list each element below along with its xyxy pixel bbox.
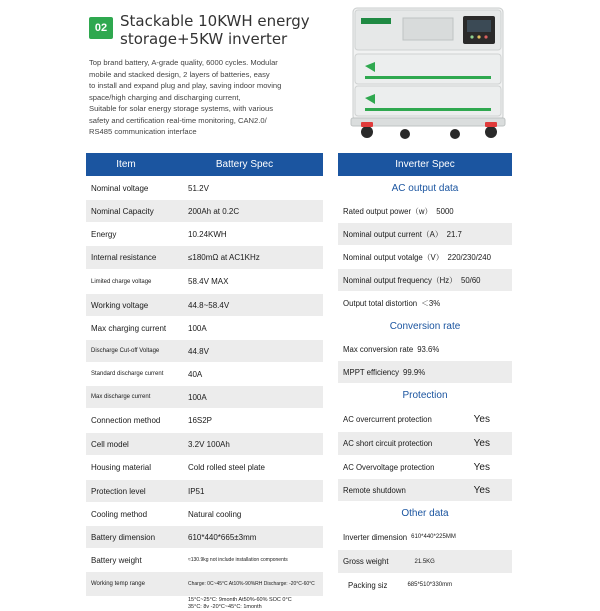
spec-value: Natural cooling: [188, 509, 242, 519]
storage-footnote: [86, 597, 323, 611]
spec-value: Yes: [473, 413, 490, 425]
spec-value: 610*440*225MM: [411, 534, 456, 540]
spec-value: 200Ah at 0.2C: [188, 206, 240, 216]
column-header-item: Item: [116, 159, 136, 170]
battery-spec-row: [86, 408, 323, 432]
inverter-spec-row: [338, 291, 512, 314]
spec-value: Yes: [473, 461, 490, 473]
spec-value: 44.8~58.4V: [188, 300, 230, 310]
spec-key: Protection level: [91, 486, 146, 496]
spec-value: 5000: [436, 206, 454, 216]
spec-key: Cell model: [91, 439, 129, 449]
inverter-section-heading: Other data: [338, 501, 512, 524]
spec-key: Discharge Cut-off Voltage: [91, 348, 160, 354]
spec-key: Nominal Capacity: [91, 206, 154, 216]
spec-value: 51.2V: [188, 183, 209, 193]
spec-value: ≤180mΩ at AC1KHz: [188, 253, 260, 262]
inverter-spec-table: [338, 153, 512, 596]
spec-key: AC short circuit protection: [343, 439, 433, 448]
spec-key: Energy: [91, 229, 117, 239]
brand-logo-icon: [361, 18, 391, 24]
column-header-battery-spec: Battery Spec: [215, 159, 274, 170]
battery-spec-row: [86, 502, 323, 525]
inverter-spec-row: [338, 360, 512, 383]
title-line-1: Stackable 10KWH energy: [120, 12, 310, 30]
spec-value: 3.2V 100Ah: [188, 439, 230, 449]
battery-spec-row: [86, 222, 323, 245]
inverter-section-heading: Conversion rate: [338, 314, 512, 337]
spec-value: 100A: [188, 323, 207, 333]
inverter-spec-row: [338, 268, 512, 291]
inverter-spec-row: [338, 524, 512, 549]
footnote-line: 35°C: 8v -20°C~45°C: 1month: [188, 604, 262, 610]
spec-value: Yes: [473, 484, 490, 496]
inverter-spec-row: [338, 199, 512, 222]
battery-spec-row: [86, 479, 323, 502]
spec-value: 99.9%: [403, 367, 426, 377]
inverter-spec-row: [338, 573, 512, 596]
spec-key: Remote shutdown: [343, 485, 406, 495]
spec-value: 685*510*330mm: [407, 582, 453, 588]
section-number-badge: 02: [89, 17, 113, 39]
spec-key: Max discharge current: [91, 394, 151, 400]
spec-value: 21.7: [446, 229, 462, 239]
spec-key: Internal resistance: [91, 253, 157, 262]
description-line: mobile and stacked design, 2 layers of batteries, easy: [89, 69, 270, 79]
description-line: safety and certification real-time monitoring, CAN2.0/: [89, 115, 267, 125]
spec-value: 93.6%: [417, 344, 440, 354]
battery-spec-table: [86, 153, 323, 611]
spec-key: Working temp range: [91, 581, 145, 587]
inverter-table-header: [338, 153, 512, 176]
inverter-spec-row: [338, 455, 512, 478]
spec-key: Nominal output frequency（Hz）: [343, 275, 457, 285]
page-title: [120, 12, 310, 48]
spec-value: 58.4V MAX: [188, 277, 229, 286]
spec-value: 50/60: [460, 275, 481, 285]
battery-spec-row: [86, 432, 323, 455]
spec-value: ≈130.9kg not include installation components: [188, 556, 288, 563]
spec-value: Charge: 0C~45°C At10%-90%RH Discharge: -20°C-60°C: [188, 580, 315, 587]
description-line: to install and expand plug and play, saving indoor moving: [89, 81, 282, 90]
spec-key: Housing material: [91, 463, 152, 472]
spec-value: 21.5KG: [414, 558, 435, 565]
spec-key: Battery dimension: [91, 532, 156, 542]
spec-key: Working voltage: [91, 300, 149, 310]
spec-key: Rated output power（w）: [343, 206, 433, 216]
inverter-spec-row: [338, 337, 512, 360]
spec-key: MPPT efficiency: [343, 367, 400, 377]
battery-spec-row: [86, 316, 323, 339]
spec-key: Output total distortion: [343, 298, 418, 308]
spec-value: 220/230/240: [447, 252, 491, 262]
spec-key: AC overcurrent protection: [343, 414, 432, 424]
spec-key: Max charging current: [91, 323, 167, 333]
product-description: [89, 57, 319, 138]
energy-storage-product-image: [345, 4, 511, 142]
spec-value: Cold rolled steel plate: [188, 463, 265, 472]
spec-key: Packing siz: [348, 580, 388, 590]
spec-key: Standard discharge current: [91, 371, 164, 377]
description-line: Suitable for solar energy storage systems, with various: [89, 104, 274, 113]
inverter-section-heading: Protection: [338, 383, 512, 406]
spec-key: Connection method: [91, 416, 161, 425]
battery-spec-row: [86, 199, 323, 222]
inverter-spec-row: [338, 222, 512, 245]
battery-spec-row: [86, 269, 323, 293]
spec-value: 44.8V: [188, 346, 209, 356]
battery-spec-row: [86, 455, 323, 479]
battery-spec-row: [86, 548, 323, 571]
inverter-spec-row: [338, 406, 512, 431]
spec-value: 40A: [188, 369, 203, 379]
spec-key: Max conversion rate: [343, 344, 414, 354]
spec-key: AC Overvoltage protection: [343, 462, 435, 472]
spec-key: Nominal output current（A）: [343, 229, 443, 239]
battery-spec-row: [86, 525, 323, 548]
footnote-line: 15°C~25°C: 9month At50%-60% SOC 0°C: [188, 597, 292, 603]
battery-spec-row: [86, 362, 323, 385]
spec-value: 610*440*665±3mm: [188, 532, 257, 542]
inverter-spec-row: [338, 549, 512, 573]
inverter-spec-row: [338, 478, 512, 501]
title-line-2: storage+5KW inverter: [120, 30, 288, 48]
battery-spec-row: [86, 176, 323, 199]
spec-value: IP51: [188, 486, 205, 496]
spec-key: Battery weight: [91, 555, 142, 565]
spec-value: 100A: [188, 392, 207, 402]
spec-key: Nominal voltage: [91, 183, 149, 193]
spec-key: Inverter dimension: [343, 532, 408, 542]
spec-key: Gross weight: [343, 557, 389, 566]
column-header-inverter-spec: Inverter Spec: [395, 159, 455, 170]
spec-value: 10.24KWH: [188, 229, 227, 239]
description-line: RS485 communication interface: [89, 127, 197, 136]
spec-value: 16S2P: [188, 416, 213, 425]
battery-spec-row: [86, 293, 323, 316]
battery-spec-row: [86, 339, 323, 362]
description-line: Top brand battery, A-grade quality, 6000 cycles. Modular: [89, 58, 278, 67]
spec-key: Limited charge voltage: [91, 278, 152, 285]
battery-spec-row: [86, 571, 323, 596]
spec-value: ＜3%: [421, 298, 441, 308]
spec-key: Cooling method: [91, 509, 148, 519]
inverter-spec-row: [338, 431, 512, 455]
inverter-section-heading: AC output data: [338, 176, 512, 199]
battery-spec-row: [86, 385, 323, 408]
spec-value: Yes: [473, 438, 490, 449]
battery-spec-row: [86, 245, 323, 269]
battery-table-header: [86, 153, 323, 176]
description-line: space/high charging and discharging current,: [89, 92, 241, 102]
spec-key: Nominal output votalge（V）: [343, 252, 444, 262]
inverter-spec-row: [338, 245, 512, 268]
